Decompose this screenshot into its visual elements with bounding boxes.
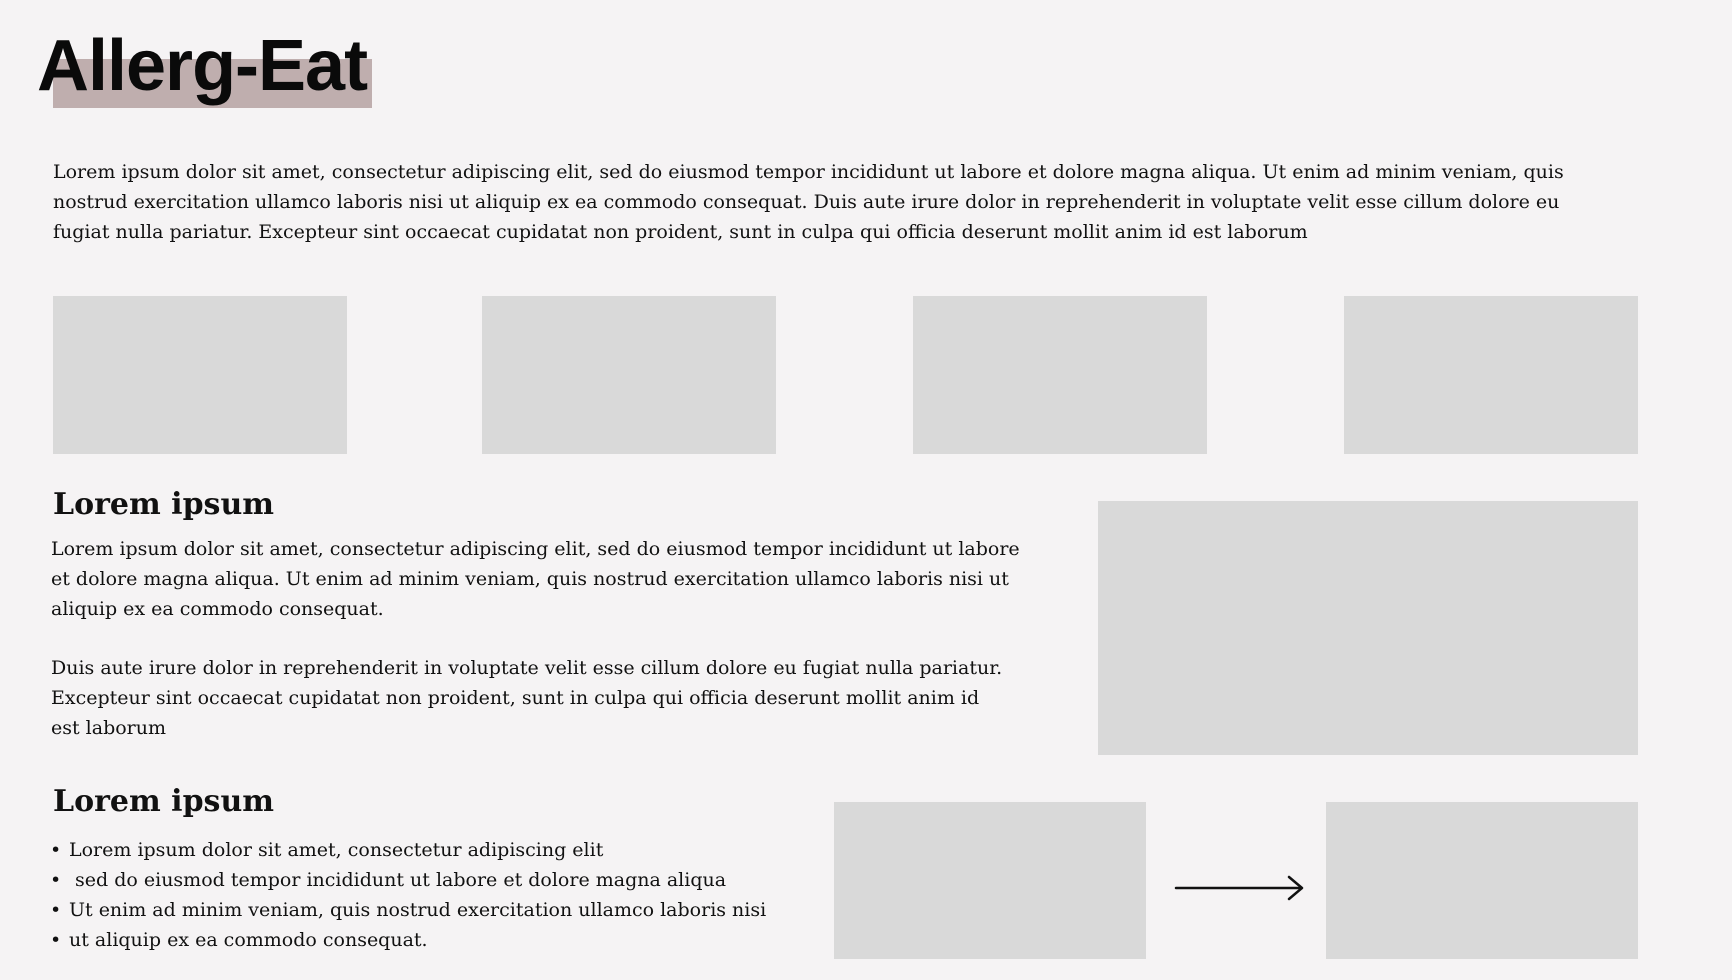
after-image-placeholder <box>1326 802 1638 959</box>
image-placeholder-3 <box>913 296 1207 454</box>
list-item: • Lorem ipsum dolor sit amet, consectetur adipiscing elit <box>46 835 766 865</box>
list-item: • Ut enim ad minim veniam, quis nostrud exercitation ullamco laboris nisi <box>46 895 766 925</box>
section2-bullet-list <box>46 835 766 955</box>
before-image-placeholder <box>834 802 1146 959</box>
section1-paragraph-1: Lorem ipsum dolor sit amet, consectetur adipiscing elit, sed do eiusmod tempor incididunt ut labore et dolore magna aliqua. Ut enim ad minim veniam, quis nostrud exercitation ullamco laboris nisi ut aliquip ex ea commodo consequat. <box>51 538 1020 620</box>
image-placeholder-4 <box>1344 296 1638 454</box>
page-title: Allerg-Eat <box>37 26 368 106</box>
section1-heading: Lorem ipsum <box>53 487 275 522</box>
arrow-right-icon <box>1174 873 1306 903</box>
section1-image-placeholder <box>1098 501 1638 755</box>
image-placeholder-1 <box>53 296 347 454</box>
list-item: • sed do eiusmod tempor incididunt ut labore et dolore magna aliqua <box>46 865 766 895</box>
section1-paragraph-2: Duis aute irure dolor in reprehenderit in voluptate velit esse cillum dolore eu fugiat nulla pariatur. Excepteur sint occaecat cupidatat non proident, sunt in culpa qui officia deserunt mollit anim id est laborum <box>51 657 1003 739</box>
section2-heading: Lorem ipsum <box>53 784 275 819</box>
image-placeholder-2 <box>482 296 776 454</box>
list-item: • ut aliquip ex ea commodo consequat. <box>46 925 766 955</box>
intro-paragraph: Lorem ipsum dolor sit amet, consectetur adipiscing elit, sed do eiusmod tempor incididunt ut labore et dolore magna aliqua. Ut enim ad minim veniam, quis nostrud exercitation ullamco laboris nisi ut aliquip ex ea commodo consequat. Duis aute irure dolor in reprehenderit in voluptate velit esse cillum dolore eu fugiat nulla pariatur. Excepteur sint occaecat cupidatat non proident, sunt in culpa qui officia deserunt mollit anim id est laborum <box>53 161 1564 243</box>
